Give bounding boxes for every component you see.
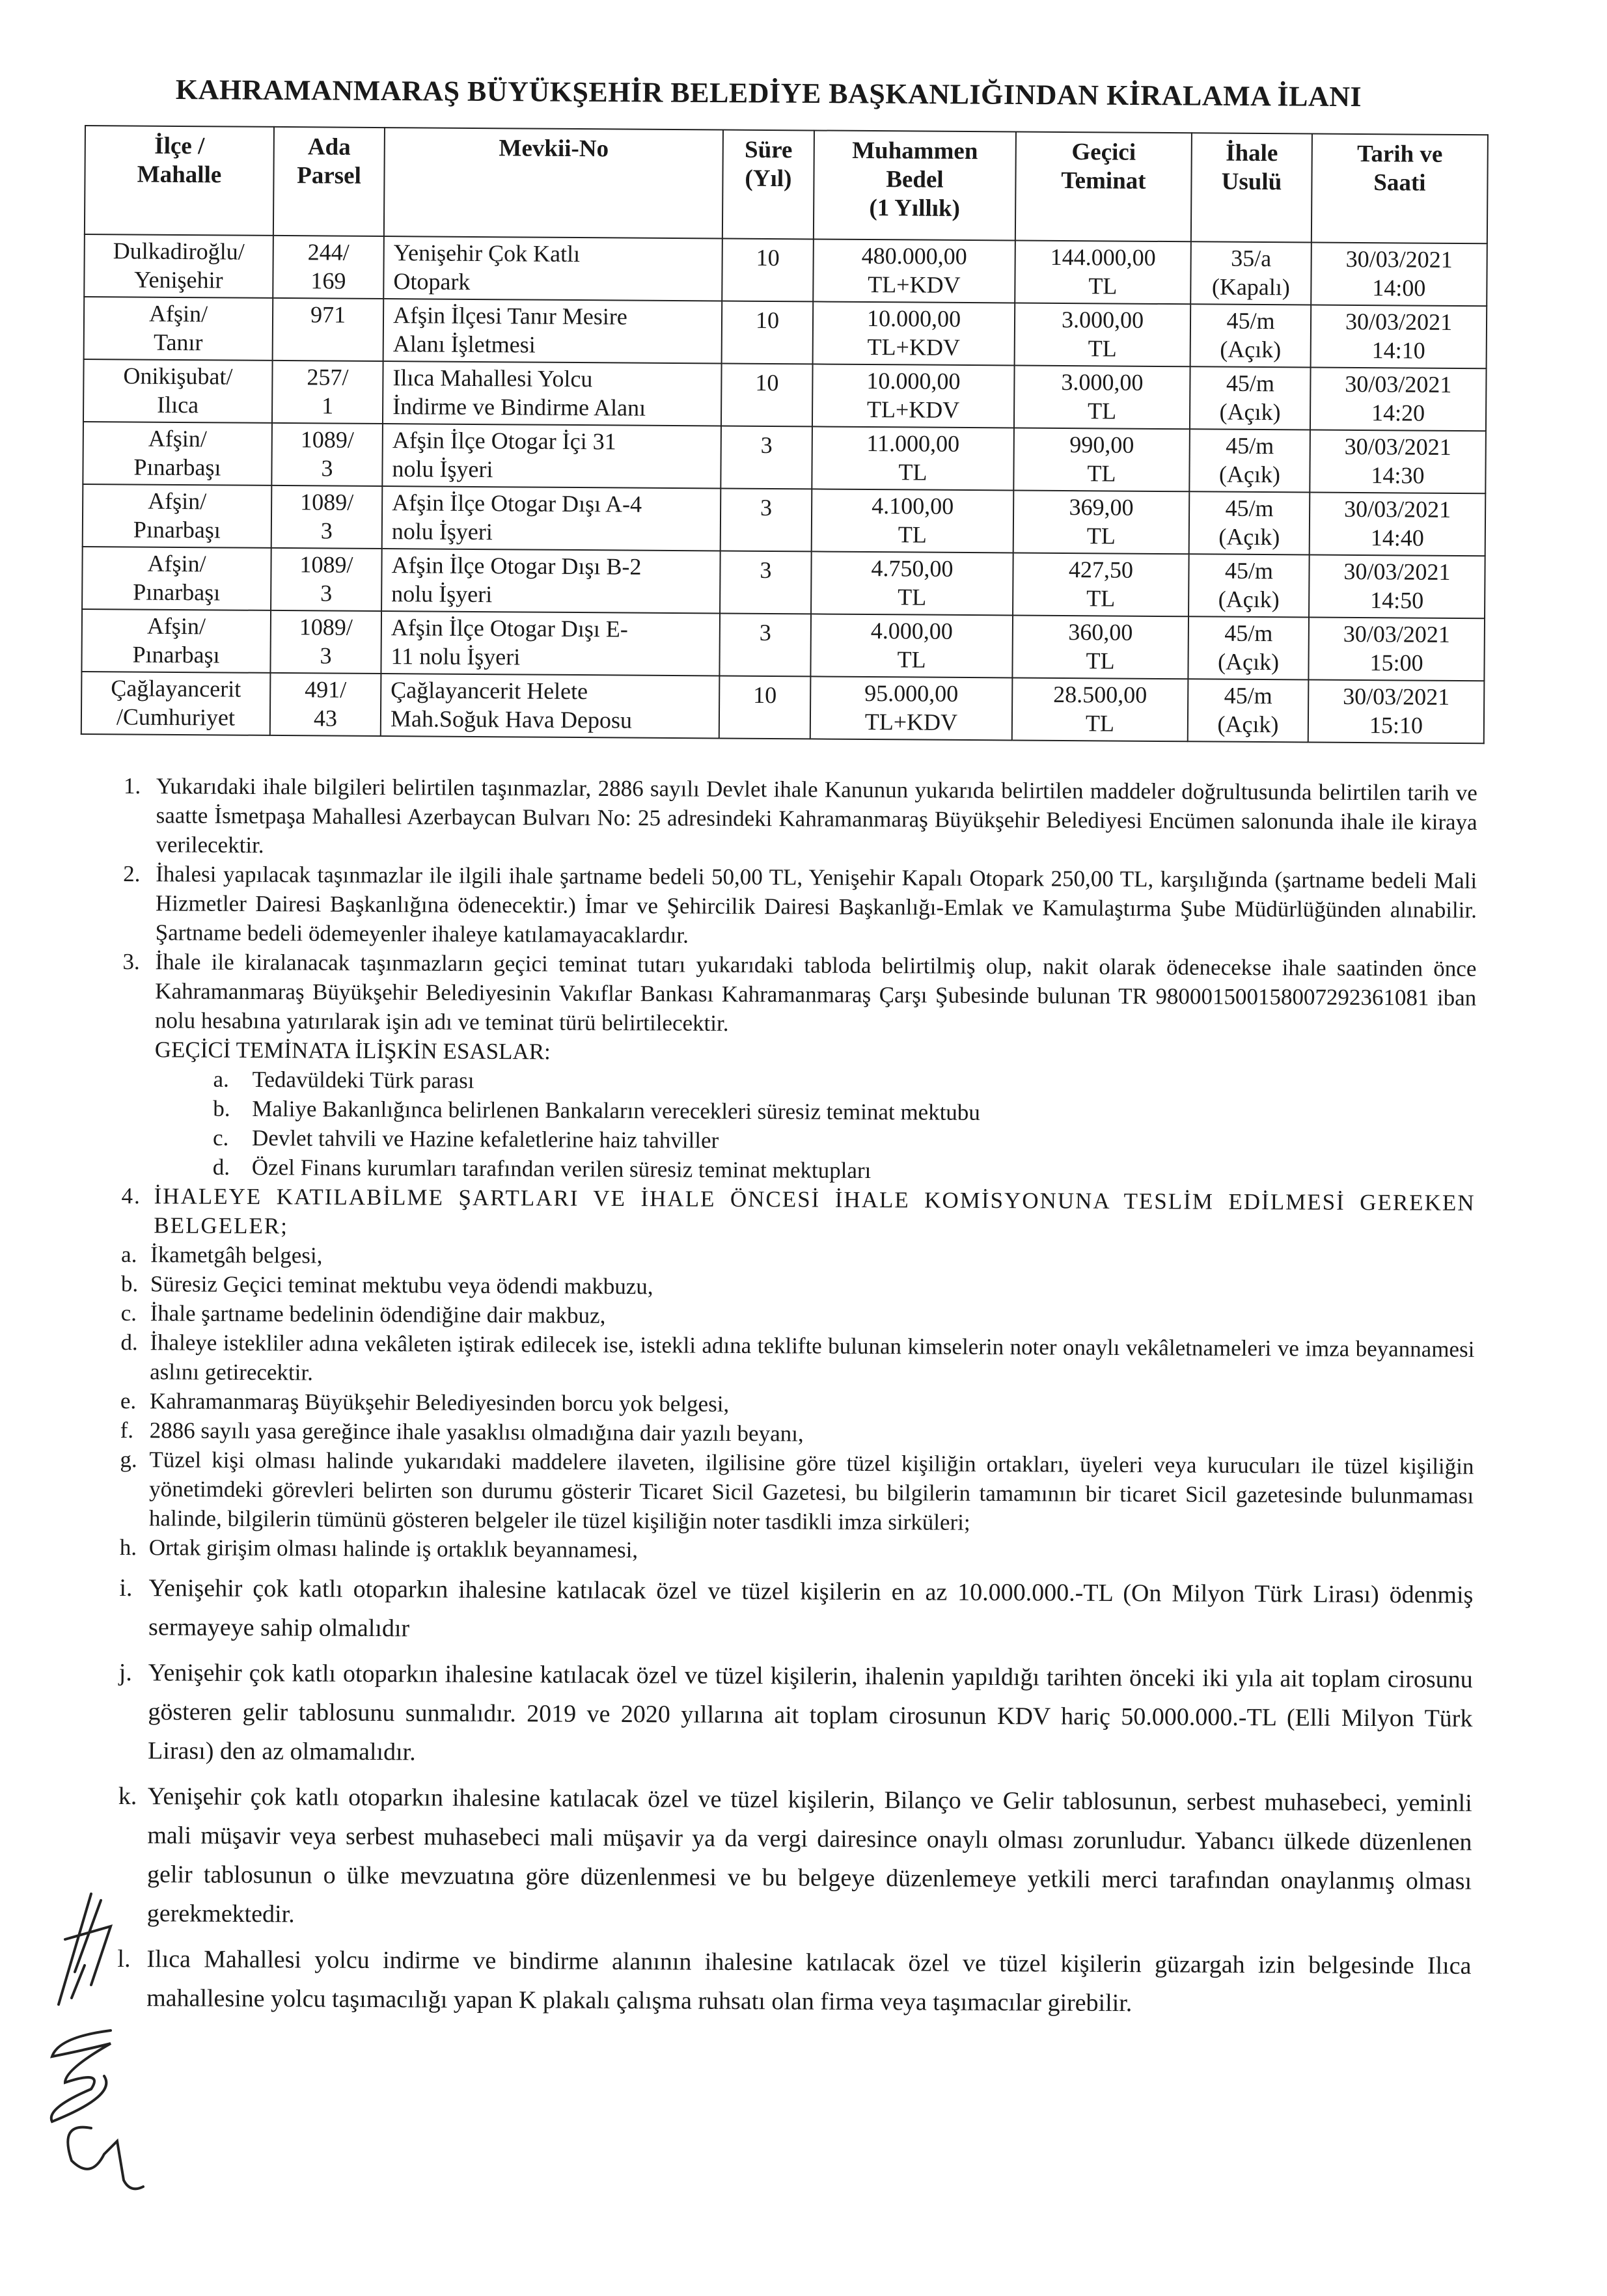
cell-sure: 10 [722,239,814,302]
table-row [82,547,1485,618]
cell-ada: 1089/ 3 [271,548,382,611]
table-row [81,672,1485,743]
clause-1: 1. Yukarıdaki ihale bilgileri belirtilen taşınmazlar, 2886 sayılı Devlet ihale Kanunun yukarıda belirtilen maddeler doğrultusunda belirtilen tarih ve saatte İsmetpaşa Mahallesi Azerbaycan Bulvarı No: 25 adresindeki Kahramanmaraş Büyükşehir Belediyesi Encümen salonunda ihale ile kiraya verilecektir. [123,771,1477,866]
item-letter: f. [120,1417,134,1443]
cell-tarih: 30/03/2021 14:00 [1311,243,1487,307]
document-title: KAHRAMANMARAŞ BÜYÜKŞEHİR BELEDİYE BAŞKANLIĞINDAN KİRALAMA İLANI [175,73,1362,113]
requirement-item: a. İkametgâh belgesi, [121,1240,1475,1276]
table-body [81,234,1487,743]
requirement-item: c. İhale şartname bedelinin ödendiğine dair makbuz, [121,1298,1475,1335]
cell-mevkii: Afşin İlçesi Tanır Mesire Alanı İşletmesi [383,299,722,363]
signature-2-icon [51,2030,111,2122]
table-row [84,297,1487,368]
cell-tarih: 30/03/2021 14:50 [1309,554,1485,618]
lease-table-wrapper [81,125,1489,744]
cell-usul: 45/m (Açık) [1188,616,1309,679]
item-letter: c. [212,1125,229,1151]
column-header-mevkii: Mevkii-No [384,128,723,238]
cell-ilce: Dulkadiroğlu/ Yenişehir [84,234,273,298]
item-letter: e. [120,1387,137,1414]
cell-mevkii: Afşin İlçe Otogar Dışı A-4 nolu İşyeri [382,486,721,551]
requirements-list [117,1240,1475,2025]
cell-ada: 1089/ 3 [271,485,383,549]
cell-ada: 1089/ 3 [271,423,383,486]
table-row [84,234,1487,306]
item-letter: c. [120,1300,137,1326]
guarantee-item: a. Tedavüldeki Türk parası [213,1065,1476,1100]
requirement-item: f. 2886 sayılı yasa gereğince ihale yasaklısı olmadığına dair yazılı beyanı, [120,1415,1474,1452]
cell-usul: 45/m (Açık) [1189,491,1310,554]
requirement-item: j. Yenişehir çok katlı otoparkın ihalesine katılacak özel ve tüzel kişilerin, ihalenin yapıldığı tarihten önceki iki yıla ait toplam cirosunu gösteren gelir tablosunu sunmalıdır. 2019 ve 2020 yıllarına ait toplam cirosunun KDV hariç 50.000.000.-TL (Elli Milyon Türk Lirası) den az olmamalıdır. [118,1653,1473,1777]
cell-bedel: 10.000,00 TL+KDV [812,364,1015,428]
guarantee-item: d. Özel Finans kurumları tarafından verilen süresiz teminat mektupları [213,1153,1476,1188]
cell-ilce: Afşin/ Pınarbaşı [82,547,271,610]
item-letter: b. [120,1270,139,1297]
cell-ilce: Afşin/ Pınarbaşı [83,422,272,485]
guarantee-heading: GEÇİCİ TEMİNATA İLİŞKİN ESASLAR: [154,1037,551,1065]
requirement-item: g. Tüzel kişi olması halinde yukarıdaki maddelere ilaveten, ilgilisine göre tüzel kişiliğin ortakları, üyeleri veya kurucuları ile tüzel kişiliğin yönetimdeki görevleri belirten son durumu gösterir Ticaret Sicil Gazetesi, bu bilgilerin tamamının bir ticaret Sicil gazetesinde bulunmaması halinde, bilgilerin tümünü gösteren belgeler ile tüzel kişiliğin noter tasdikli imza sirküleri; [120,1445,1474,1540]
table-row [83,484,1486,556]
cell-teminat: 3.000,00 TL [1015,303,1191,366]
clause-2: 2. İhalesi yapılacak taşınmazlar ile ilgili ihale şartname bedeli 50,00 TL, Yenişehir Kapalı Otopark 250,00 TL, karşılığında (şartname bedeli Mali Hizmetler Dairesi Başkanlığına ödenecektir.) İmar ve Şehircilik Dairesi Başkanlığı-Emlak ve Kamulaştırma Şube Müdürlüğünden alınabilir. Şartname bedeli ödemeyenler ihaleye katılamayacaklardır. [123,859,1477,954]
cell-mevkii: Ilıca Mahallesi Yolcu İndirme ve Bindirme Alanı [383,361,722,426]
signature-1-icon [59,1894,111,2004]
cell-ada: 244/ 169 [273,236,384,299]
cell-sure: 3 [721,426,812,489]
handwritten-signatures [20,1874,150,2200]
requirement-item: l. Ilıca Mahallesi yolcu indirme ve bindirme alanının ihalesine katılacak özel ve tüzel kişilerin güzargah izin belgesinde Ilıca mahallesine yolcu taşımacılığı yapan K plakalı çalışma ruhsatı olan firma veya taşımacılar girebilir. [117,1939,1472,2025]
cell-bedel: 11.000,00 TL [812,426,1014,490]
cell-usul: 45/m (Açık) [1190,366,1311,430]
clauses-section [117,771,1477,2025]
item-letter: d. [120,1329,138,1356]
cell-sure: 10 [719,676,811,739]
cell-tarih: 30/03/2021 14:20 [1310,368,1487,431]
signature-3-icon [68,2127,143,2189]
cell-tarih: 30/03/2021 14:30 [1310,430,1486,493]
column-header-teminat: Geçici Teminat [1015,131,1192,241]
lease-table [81,125,1489,744]
cell-sure: 10 [722,301,814,364]
cell-usul: 45/m (Açık) [1188,679,1309,742]
cell-usul: 45/m (Açık) [1188,554,1310,617]
cell-usul: 35/a (Kapalı) [1190,241,1312,305]
guarantee-item: b. Maliye Bakanlığınca belirlenen Bankaların verecekleri süresiz teminat mektubu [213,1094,1476,1130]
cell-tarih: 30/03/2021 15:10 [1308,679,1485,743]
item-letter: d. [212,1154,230,1180]
guarantee-item: c. Devlet tahvili ve Hazine kefaletlerine haiz tahviller [213,1123,1476,1159]
cell-ilce: Onikişubat/ Ilıca [83,359,273,423]
cell-mevkii: Çağlayancerit Helete Mah.Soğuk Hava Deposu [381,674,720,738]
column-header-sure: Süre (Yıl) [722,130,814,239]
cell-ada: 257/ 1 [272,361,383,424]
cell-teminat: 28.500,00 TL [1012,677,1188,741]
table-row [83,359,1487,431]
cell-usul: 45/m (Açık) [1189,429,1310,492]
cell-usul: 45/m (Açık) [1190,304,1312,367]
cell-bedel: 4.100,00 TL [812,489,1014,553]
column-header-bedel: Muhammen Bedel (1 Yıllık) [814,130,1016,240]
cell-sure: 3 [721,488,812,551]
cell-bedel: 95.000,00 TL+KDV [810,676,1013,740]
item-letter: j. [118,1658,132,1687]
clause-number: 3. [122,948,140,975]
clause-3: 3. İhale ile kiralanacak taşınmazların geçici teminat tutarı yukarıdaki tabloda belirtilmiş olup, nakit olarak ödenecekse ihale saatinden önce Kahramanmaraş Büyükşehir Belediyesinin Vakıflar Bankası Kahramanmaraş Çarşı Şubesinde bulunan TR 980001500158007292361081 iban nolu hesabına yatırılarak işin adı ve teminat türü belirtilecektir. [122,947,1477,1042]
column-header-ilce: İlçe / Mahalle [85,126,274,236]
clause-number: 2. [123,860,141,887]
cell-mevkii: Afşin İlçe Otogar Dışı E- 11 nolu İşyeri [381,611,720,676]
column-header-usul: İhale Usulü [1191,133,1312,242]
cell-mevkii: Afşin İlçe Otogar Dışı B-2 nolu İşyeri [381,549,721,613]
item-letter: a. [121,1241,137,1268]
cell-mevkii: Afşin İlçe Otogar İçi 31 nolu İşyeri [382,424,721,488]
requirement-item: h. Ortak girişim olması halinde iş ortaklık beyannamesi, [120,1533,1474,1569]
item-letter: k. [118,1782,137,1811]
cell-ada: 971 [273,298,384,361]
cell-ada: 491/ 43 [270,673,381,736]
guarantee-list [122,1064,1476,1188]
cell-bedel: 10.000,00 TL+KDV [813,301,1015,365]
cell-bedel: 480.000,00 TL+KDV [813,239,1015,303]
cell-tarih: 30/03/2021 14:10 [1311,305,1487,369]
cell-sure: 10 [721,363,813,426]
requirement-item: b. Süresiz Geçici teminat mektubu veya ödendi makbuzu, [121,1269,1475,1305]
item-letter: l. [117,1945,131,1973]
cell-teminat: 360,00 TL [1012,615,1188,679]
item-letter: b. [213,1095,230,1121]
table-row [81,609,1485,681]
cell-ilce: Afşin/ Pınarbaşı [81,609,271,673]
item-letter: i. [119,1574,133,1602]
column-header-tarih: Tarih ve Saati [1312,134,1488,244]
cell-teminat: 369,00 TL [1013,490,1190,554]
item-letter: h. [119,1534,137,1561]
cell-teminat: 990,00 TL [1013,428,1190,491]
cell-sure: 3 [720,551,812,614]
requirement-item: i. Yenişehir çok katlı otoparkın ihalesine katılacak özel ve tüzel kişilerin en az 10.000.000.-TL (On Milyon Türk Lirası) ödenmiş sermayeye sahip olmalıdır [119,1568,1474,1654]
clause-number: 1. [123,773,141,799]
cell-bedel: 4.000,00 TL [810,614,1013,677]
cell-mevkii: Yenişehir Çok Katlı Otopark [383,236,722,301]
cell-ilce: Afşin/ Pınarbaşı [83,484,272,548]
requirement-item: d. İhaleye istekliler adına vekâleten iştirak edilecek ise, istekli adına teklifte bulunan kimselerin noter onaylı vekâletnameleri ve imza beyannamesi aslını getirecektir. [120,1328,1474,1393]
clause-number: 4. [121,1182,141,1209]
cell-teminat: 427,50 TL [1013,553,1189,616]
item-letter: g. [120,1446,137,1473]
requirement-item: k. Yenişehir çok katlı otoparkın ihalesine katılacak özel ve tüzel kişilerin, Bilanço ve Gelir tablosunun, serbest muhasebeci, yeminli mali müşavir veya serbest muhasebeci mali müşavir ya da vergi dairesince onaylı olması zorunludur. Yabancı ülkede düzenlenen gelir tablosunun o ülke mevzuatına göre düzenlenmesi ve bu belgeye düzenlemeye yetkili merci tarafından onaylanmış olması gerekmektedir. [118,1777,1472,1940]
cell-teminat: 3.000,00 TL [1014,365,1190,429]
cell-ilce: Çağlayancerit /Cumhuriyet [81,672,271,735]
requirement-item: e. Kahramanmaraş Büyükşehir Belediyesinden borcu yok belgesi, [120,1386,1474,1423]
cell-ilce: Afşin/ Tanır [84,297,273,361]
requirements-heading: 4. İHALEYE KATILABİLME ŞARTLARI VE İHALE ÖNCESİ İHALE KOMİSYONUNA TESLİM EDİLMESİ GEREKEN BELGELER; [121,1181,1475,1247]
cell-ada: 1089/ 3 [270,610,381,674]
cell-bedel: 4.750,00 TL [811,551,1013,615]
column-header-ada: Ada Parsel [273,127,385,236]
table-header-row [85,126,1488,243]
table-row [83,422,1486,493]
cell-tarih: 30/03/2021 14:40 [1310,492,1486,556]
cell-tarih: 30/03/2021 15:00 [1308,617,1485,681]
item-letter: a. [213,1066,229,1092]
cell-sure: 3 [719,613,811,676]
cell-teminat: 144.000,00 TL [1015,240,1191,304]
